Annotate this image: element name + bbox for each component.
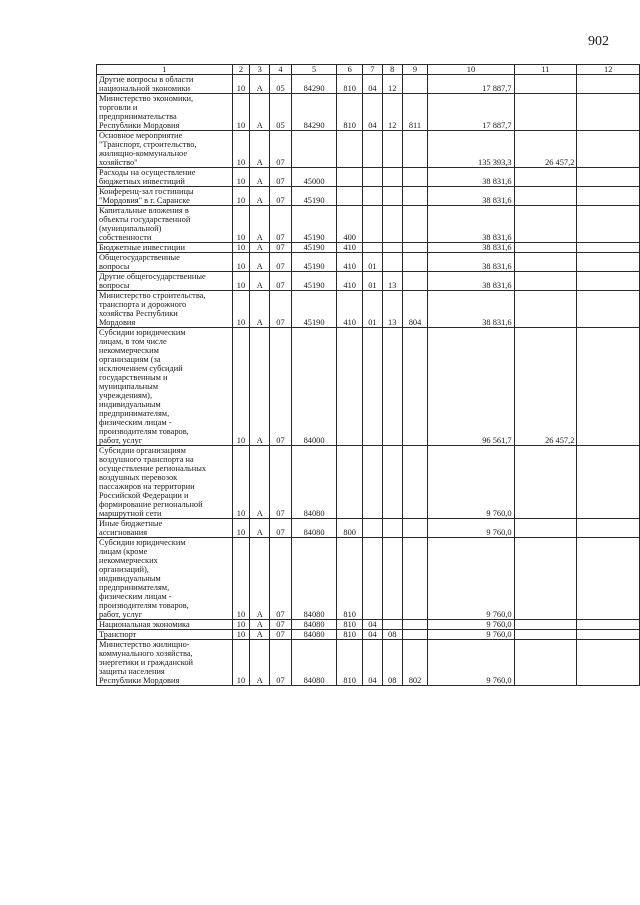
table-row [97, 640, 640, 686]
col-10-cell: 38 831,6 [428, 168, 514, 187]
row-name: Субсидии юридическим лицам (кроме некоммерческих организаций), индивидуальным предпринимателям, физическим лицам - производителям товаров, работ, услуг [97, 538, 233, 620]
col-8-cell: 08 [382, 640, 402, 686]
col-4-cell: 07 [270, 538, 292, 620]
col-11-cell [514, 620, 577, 630]
col-7-cell: 01 [363, 272, 383, 291]
col-10-cell: 9 760,0 [428, 630, 514, 640]
col-5-cell: 45190 [291, 206, 336, 243]
col-2-cell: 10 [232, 206, 250, 243]
col-7-cell [363, 243, 383, 253]
col-2-cell: 10 [232, 328, 250, 446]
col-7-cell: 04 [363, 94, 383, 131]
col-9-cell [402, 75, 428, 94]
row-name: Субсидии юридическим лицам, в том числе некоммерческим организациям (за исключением субсидий государственным и муниципальным учреждениям), индивидуальным предпринимателям, физическим лицам - производителям товаров, работ, услуг [97, 328, 233, 446]
col-3-cell: А [250, 75, 270, 94]
col-8-cell [382, 243, 402, 253]
col-4-cell: 07 [270, 206, 292, 243]
col-2-cell: 10 [232, 620, 250, 630]
col-5-cell: 84080 [291, 640, 336, 686]
col-6-cell: 800 [337, 519, 363, 538]
col-11-cell [514, 291, 577, 328]
col-9-cell: 811 [402, 94, 428, 131]
col-12-cell [577, 328, 640, 446]
col-6-cell: 410 [337, 272, 363, 291]
row-name: Национальная экономика [97, 620, 233, 630]
col-10-cell: 9 760,0 [428, 446, 514, 519]
col-4-cell: 07 [270, 291, 292, 328]
table-row [97, 131, 640, 168]
col-12-cell [577, 446, 640, 519]
col-4-cell: 07 [270, 640, 292, 686]
col-3-cell: А [250, 253, 270, 272]
col-3-cell: А [250, 206, 270, 243]
col-2-cell: 10 [232, 291, 250, 328]
col-6-cell [337, 187, 363, 206]
col-7-cell: 04 [363, 630, 383, 640]
row-name: Транспорт [97, 630, 233, 640]
col-10-cell: 38 831,6 [428, 243, 514, 253]
col-10-cell: 17 887,7 [428, 75, 514, 94]
col-8-cell [382, 253, 402, 272]
col-6-cell: 810 [337, 620, 363, 630]
col-2-cell: 10 [232, 446, 250, 519]
page-number: 902 [588, 34, 609, 49]
col-6-cell: 810 [337, 640, 363, 686]
col-3-cell: А [250, 291, 270, 328]
header-cell: 5 [291, 65, 336, 75]
col-11-cell [514, 272, 577, 291]
col-11-cell [514, 187, 577, 206]
col-3-cell: А [250, 446, 270, 519]
col-8-cell [382, 168, 402, 187]
header-cell: 12 [577, 65, 640, 75]
col-2-cell: 10 [232, 94, 250, 131]
col-2-cell: 10 [232, 538, 250, 620]
col-10-cell: 9 760,0 [428, 538, 514, 620]
col-6-cell: 410 [337, 253, 363, 272]
col-7-cell: 01 [363, 291, 383, 328]
col-8-cell [382, 206, 402, 243]
col-9-cell [402, 519, 428, 538]
col-6-cell [337, 168, 363, 187]
col-7-cell [363, 519, 383, 538]
col-5-cell: 84080 [291, 538, 336, 620]
col-6-cell: 810 [337, 94, 363, 131]
col-4-cell: 05 [270, 75, 292, 94]
col-12-cell [577, 243, 640, 253]
col-3-cell: А [250, 94, 270, 131]
col-2-cell: 10 [232, 630, 250, 640]
col-12-cell [577, 519, 640, 538]
col-5-cell: 84080 [291, 630, 336, 640]
col-11-cell [514, 446, 577, 519]
header-cell: 11 [514, 65, 577, 75]
col-9-cell: 802 [402, 640, 428, 686]
row-name: Министерство экономики, торговли и предпринимательства Республики Мордовия [97, 94, 233, 131]
col-3-cell: А [250, 131, 270, 168]
col-10-cell: 17 887,7 [428, 94, 514, 131]
col-2-cell: 10 [232, 253, 250, 272]
table-row [97, 272, 640, 291]
col-5-cell: 45190 [291, 243, 336, 253]
col-2-cell: 10 [232, 640, 250, 686]
col-9-cell [402, 446, 428, 519]
col-12-cell [577, 75, 640, 94]
col-12-cell [577, 206, 640, 243]
col-9-cell [402, 243, 428, 253]
col-4-cell: 07 [270, 328, 292, 446]
row-name: Основное мероприятие "Транспорт, строительство, жилищно-коммунальное хозяйство" [97, 131, 233, 168]
col-10-cell: 38 831,6 [428, 206, 514, 243]
col-7-cell [363, 131, 383, 168]
col-11-cell [514, 519, 577, 538]
row-name: Конференц-зал гостиницы "Мордовия" в г. Саранске [97, 187, 233, 206]
col-6-cell: 810 [337, 75, 363, 94]
col-12-cell [577, 640, 640, 686]
col-9-cell [402, 620, 428, 630]
col-8-cell: 12 [382, 94, 402, 131]
col-10-cell: 135 393,3 [428, 131, 514, 168]
col-7-cell: 04 [363, 640, 383, 686]
table-row [97, 328, 640, 446]
col-2-cell: 10 [232, 187, 250, 206]
col-11-cell [514, 640, 577, 686]
col-7-cell [363, 446, 383, 519]
col-6-cell [337, 328, 363, 446]
col-5-cell: 84080 [291, 620, 336, 630]
col-3-cell: А [250, 630, 270, 640]
col-11-cell [514, 206, 577, 243]
col-6-cell: 410 [337, 291, 363, 328]
col-9-cell [402, 253, 428, 272]
row-name: Министерство строительства, транспорта и дорожного хозяйства Республики Мордовия [97, 291, 233, 328]
header-cell: 6 [337, 65, 363, 75]
col-8-cell [382, 131, 402, 168]
header-cell: 4 [270, 65, 292, 75]
col-9-cell [402, 328, 428, 446]
col-12-cell [577, 630, 640, 640]
row-name: Капитальные вложения в объекты государственной (муниципальной) собственности [97, 206, 233, 243]
col-11-cell [514, 75, 577, 94]
col-3-cell: А [250, 328, 270, 446]
col-8-cell: 12 [382, 75, 402, 94]
table-row [97, 519, 640, 538]
col-4-cell: 07 [270, 519, 292, 538]
col-10-cell: 96 561,7 [428, 328, 514, 446]
table-row [97, 187, 640, 206]
col-5-cell: 45190 [291, 253, 336, 272]
col-10-cell: 38 831,6 [428, 272, 514, 291]
col-4-cell: 07 [270, 168, 292, 187]
table-row [97, 206, 640, 243]
col-5-cell [291, 131, 336, 168]
col-11-cell [514, 630, 577, 640]
header-cell: 2 [232, 65, 250, 75]
header-row [97, 65, 640, 75]
col-12-cell [577, 131, 640, 168]
col-8-cell: 13 [382, 272, 402, 291]
col-12-cell [577, 187, 640, 206]
col-7-cell [363, 206, 383, 243]
table-row [97, 253, 640, 272]
col-5-cell: 84290 [291, 94, 336, 131]
col-4-cell: 05 [270, 94, 292, 131]
col-10-cell: 38 831,6 [428, 291, 514, 328]
row-name: Иные бюджетные ассигнования [97, 519, 233, 538]
col-9-cell: 804 [402, 291, 428, 328]
table-row [97, 75, 640, 94]
col-3-cell: А [250, 519, 270, 538]
col-10-cell: 9 760,0 [428, 620, 514, 630]
header-cell: 9 [402, 65, 428, 75]
col-11-cell: 26 457,2 [514, 328, 577, 446]
col-3-cell: А [250, 620, 270, 630]
row-name: Бюджетные инвестиции [97, 243, 233, 253]
col-10-cell: 9 760,0 [428, 519, 514, 538]
col-7-cell: 01 [363, 253, 383, 272]
col-5-cell: 84080 [291, 446, 336, 519]
col-4-cell: 07 [270, 187, 292, 206]
col-6-cell [337, 446, 363, 519]
col-6-cell: 410 [337, 243, 363, 253]
col-11-cell [514, 168, 577, 187]
col-12-cell [577, 272, 640, 291]
row-name: Министерство жилищно- коммунального хозяйства, энергетики и гражданской защиты населения Республики Мордовия [97, 640, 233, 686]
col-11-cell [514, 253, 577, 272]
col-12-cell [577, 168, 640, 187]
table-row [97, 243, 640, 253]
col-9-cell [402, 538, 428, 620]
col-8-cell: 08 [382, 630, 402, 640]
col-5-cell: 84290 [291, 75, 336, 94]
col-5-cell: 84080 [291, 519, 336, 538]
col-8-cell [382, 620, 402, 630]
col-9-cell [402, 630, 428, 640]
row-name: Субсидии организациям воздушного транспорта на осуществление региональных воздушных перевозок пассажиров на территории Российской Федерации и формирование региональной маршрутной сети [97, 446, 233, 519]
table-row [97, 291, 640, 328]
table-row [97, 538, 640, 620]
row-name: Другие вопросы в области национальной экономики [97, 75, 233, 94]
col-3-cell: А [250, 538, 270, 620]
col-2-cell: 10 [232, 75, 250, 94]
header-cell: 1 [97, 65, 233, 75]
col-7-cell [363, 187, 383, 206]
col-10-cell: 9 760,0 [428, 640, 514, 686]
col-7-cell [363, 168, 383, 187]
col-11-cell [514, 243, 577, 253]
col-2-cell: 10 [232, 131, 250, 168]
col-10-cell: 38 831,6 [428, 253, 514, 272]
col-4-cell: 07 [270, 630, 292, 640]
col-9-cell [402, 272, 428, 291]
col-5-cell: 45190 [291, 291, 336, 328]
col-2-cell: 10 [232, 243, 250, 253]
col-5-cell: 45190 [291, 187, 336, 206]
col-4-cell: 07 [270, 131, 292, 168]
col-8-cell: 13 [382, 291, 402, 328]
col-9-cell [402, 168, 428, 187]
col-4-cell: 07 [270, 243, 292, 253]
col-3-cell: А [250, 243, 270, 253]
header-cell: 10 [428, 65, 514, 75]
col-8-cell [382, 328, 402, 446]
col-8-cell [382, 446, 402, 519]
col-4-cell: 07 [270, 272, 292, 291]
col-7-cell: 04 [363, 620, 383, 630]
col-12-cell [577, 253, 640, 272]
table-row [97, 620, 640, 630]
col-11-cell [514, 94, 577, 131]
col-3-cell: А [250, 168, 270, 187]
col-5-cell: 84000 [291, 328, 336, 446]
col-7-cell [363, 538, 383, 620]
col-2-cell: 10 [232, 168, 250, 187]
col-6-cell: 810 [337, 538, 363, 620]
col-3-cell: А [250, 187, 270, 206]
col-12-cell [577, 94, 640, 131]
col-8-cell [382, 538, 402, 620]
col-6-cell: 810 [337, 630, 363, 640]
col-2-cell: 10 [232, 272, 250, 291]
col-8-cell [382, 187, 402, 206]
header-cell: 3 [250, 65, 270, 75]
header-cell: 8 [382, 65, 402, 75]
col-5-cell: 45000 [291, 168, 336, 187]
row-name: Другие общегосударственные вопросы [97, 272, 233, 291]
row-name: Расходы на осуществление бюджетных инвестиций [97, 168, 233, 187]
budget-table [96, 64, 640, 686]
table-row [97, 446, 640, 519]
col-11-cell [514, 538, 577, 620]
col-6-cell: 400 [337, 206, 363, 243]
col-2-cell: 10 [232, 519, 250, 538]
col-3-cell: А [250, 272, 270, 291]
col-11-cell: 26 457,2 [514, 131, 577, 168]
col-4-cell: 07 [270, 446, 292, 519]
col-10-cell: 38 831,6 [428, 187, 514, 206]
col-12-cell [577, 620, 640, 630]
table-row [97, 168, 640, 187]
col-9-cell [402, 187, 428, 206]
col-5-cell: 45190 [291, 272, 336, 291]
col-7-cell: 04 [363, 75, 383, 94]
col-9-cell [402, 131, 428, 168]
col-9-cell [402, 206, 428, 243]
header-cell: 7 [363, 65, 383, 75]
table-row [97, 630, 640, 640]
col-3-cell: А [250, 640, 270, 686]
col-4-cell: 07 [270, 253, 292, 272]
col-7-cell [363, 328, 383, 446]
col-12-cell [577, 538, 640, 620]
row-name: Общегосударственные вопросы [97, 253, 233, 272]
col-6-cell [337, 131, 363, 168]
col-8-cell [382, 519, 402, 538]
table-row [97, 94, 640, 131]
col-4-cell: 07 [270, 620, 292, 630]
col-12-cell [577, 291, 640, 328]
